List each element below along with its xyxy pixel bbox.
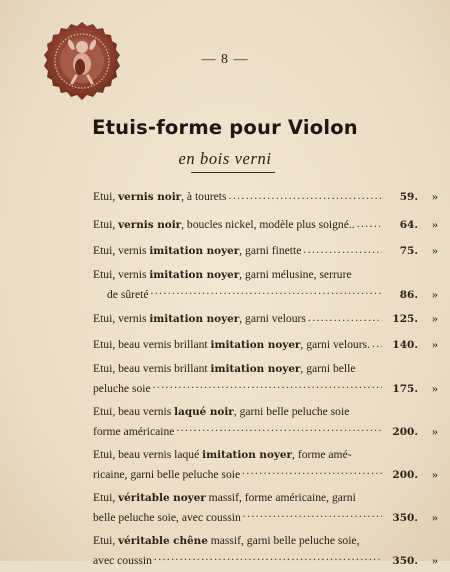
item-price: 125.	[392, 313, 418, 325]
item-price: 175.	[392, 383, 418, 395]
price-ditto-mark: »	[432, 424, 438, 438]
dot-leader	[308, 308, 382, 322]
item-price: 75.	[399, 245, 418, 257]
item-text: , à tourets	[181, 190, 227, 203]
item-text: forme américaine	[93, 425, 175, 438]
subtitle-underline	[191, 172, 275, 173]
item-text: Etui, vernis	[93, 268, 150, 281]
price-list	[93, 186, 438, 571]
dot-leader	[242, 464, 382, 478]
price-list-item	[93, 240, 438, 262]
page-number: — 8 —	[201, 52, 249, 67]
price-ditto-mark: »	[432, 217, 438, 231]
item-text: , garni belle	[300, 362, 356, 375]
dot-leader	[154, 550, 382, 564]
item-text: massif, forme américaine, garni	[205, 491, 356, 504]
item-text: , garni belle peluche soie	[233, 405, 350, 418]
dot-leader	[357, 214, 382, 228]
item-material: vernis noir	[118, 191, 182, 203]
item-material: véritable chêne	[118, 535, 208, 547]
page-subtitle: en bois verni	[178, 149, 272, 168]
price-list-item	[93, 489, 438, 528]
item-line	[93, 377, 438, 399]
item-text: Etui, beau vernis	[93, 405, 175, 418]
item-material: imitation noyer	[149, 269, 240, 281]
item-material: imitation noyer	[210, 339, 301, 351]
item-description	[93, 446, 352, 464]
page-title: Etuis-forme pour Violon	[92, 116, 358, 139]
dot-leader	[151, 284, 382, 298]
item-description	[107, 284, 149, 306]
item-text: Etui,	[93, 190, 119, 203]
item-line	[93, 506, 438, 528]
item-description	[93, 336, 370, 354]
item-material: imitation noyer	[210, 363, 301, 375]
item-text: ricaine, garni belle peluche soie	[93, 468, 241, 481]
item-line	[93, 186, 438, 208]
item-text: de sûreté	[107, 288, 149, 301]
item-price: 140.	[392, 339, 418, 351]
item-text: massif, garni belle peluche soie,	[207, 534, 360, 547]
item-line	[93, 446, 438, 463]
item-material: laqué noir	[174, 406, 234, 418]
price-list-item	[93, 532, 438, 571]
item-description	[93, 378, 151, 400]
price-list-item	[93, 266, 438, 305]
price-list-item	[93, 446, 438, 485]
item-description	[93, 242, 301, 260]
item-text: , forme amé-	[292, 448, 352, 461]
item-text: , garni velours	[239, 312, 306, 325]
item-material: imitation noyer	[149, 313, 240, 325]
item-material: vernis noir	[118, 219, 182, 231]
price-ditto-mark: »	[432, 553, 438, 567]
item-line	[93, 463, 438, 485]
item-line	[93, 489, 438, 506]
item-price: 350.	[392, 512, 418, 524]
item-material: imitation noyer	[149, 245, 240, 257]
item-text: , boucles nickel, modèle plus soigné..	[181, 218, 355, 231]
dot-leader	[303, 240, 382, 254]
item-line	[93, 283, 438, 305]
item-description	[93, 216, 355, 234]
item-text: , garni velours.	[300, 338, 370, 351]
item-text: , garni finette	[239, 244, 302, 257]
item-text: Etui, vernis	[93, 312, 150, 325]
item-line	[93, 532, 438, 549]
item-price: 200.	[392, 426, 418, 438]
item-line	[93, 420, 438, 442]
item-line	[93, 308, 438, 330]
item-line	[93, 334, 438, 356]
item-line	[93, 266, 438, 283]
item-price: 350.	[392, 555, 418, 567]
item-price: 86.	[399, 289, 418, 301]
price-list-item	[93, 214, 438, 236]
item-text: Etui, beau vernis laqué	[93, 448, 203, 461]
price-list-item	[93, 186, 438, 208]
price-ditto-mark: »	[432, 189, 438, 203]
dot-leader	[243, 507, 382, 521]
item-line	[93, 549, 438, 571]
price-list-item	[93, 308, 438, 330]
item-text: Etui,	[93, 218, 119, 231]
item-text: Etui, beau vernis brillant	[93, 362, 211, 375]
item-text: Etui, beau vernis brillant	[93, 338, 211, 351]
item-line	[93, 240, 438, 262]
item-text: peluche soie	[93, 382, 151, 395]
item-text: Etui,	[93, 491, 119, 504]
item-text: belle peluche soie, avec coussin	[93, 511, 241, 524]
item-text: Etui,	[93, 534, 119, 547]
item-line	[93, 360, 438, 377]
price-ditto-mark: »	[432, 337, 438, 351]
price-ditto-mark: »	[432, 467, 438, 481]
price-ditto-mark: »	[432, 381, 438, 395]
item-price: 59.	[399, 191, 418, 203]
price-list-item	[93, 334, 438, 356]
dot-leader	[176, 421, 382, 435]
item-material: imitation noyer	[202, 449, 293, 461]
dot-leader	[153, 378, 382, 392]
price-ditto-mark: »	[432, 510, 438, 524]
price-list-item	[93, 403, 438, 442]
item-line	[93, 403, 438, 420]
item-description	[93, 550, 152, 572]
item-description	[93, 464, 240, 486]
price-list-item	[93, 360, 438, 399]
price-ditto-mark: »	[432, 287, 438, 301]
item-price: 64.	[399, 219, 418, 231]
item-text: Etui, vernis	[93, 244, 150, 257]
item-description	[93, 507, 241, 529]
price-ditto-mark: »	[432, 311, 438, 325]
item-description	[93, 532, 359, 550]
dot-leader	[372, 334, 382, 348]
item-price: 200.	[392, 469, 418, 481]
item-text: , garni mélusine, serrure	[239, 268, 352, 281]
item-description	[93, 489, 356, 507]
item-description	[93, 360, 355, 378]
item-line	[93, 214, 438, 236]
price-ditto-mark: »	[432, 243, 438, 257]
item-material: véritable noyer	[118, 492, 206, 504]
item-description	[93, 403, 349, 421]
item-description	[93, 188, 227, 206]
item-description	[93, 310, 306, 328]
dot-leader	[229, 186, 382, 200]
item-text: avec coussin	[93, 554, 152, 567]
item-description	[93, 421, 174, 443]
item-description	[93, 266, 352, 284]
